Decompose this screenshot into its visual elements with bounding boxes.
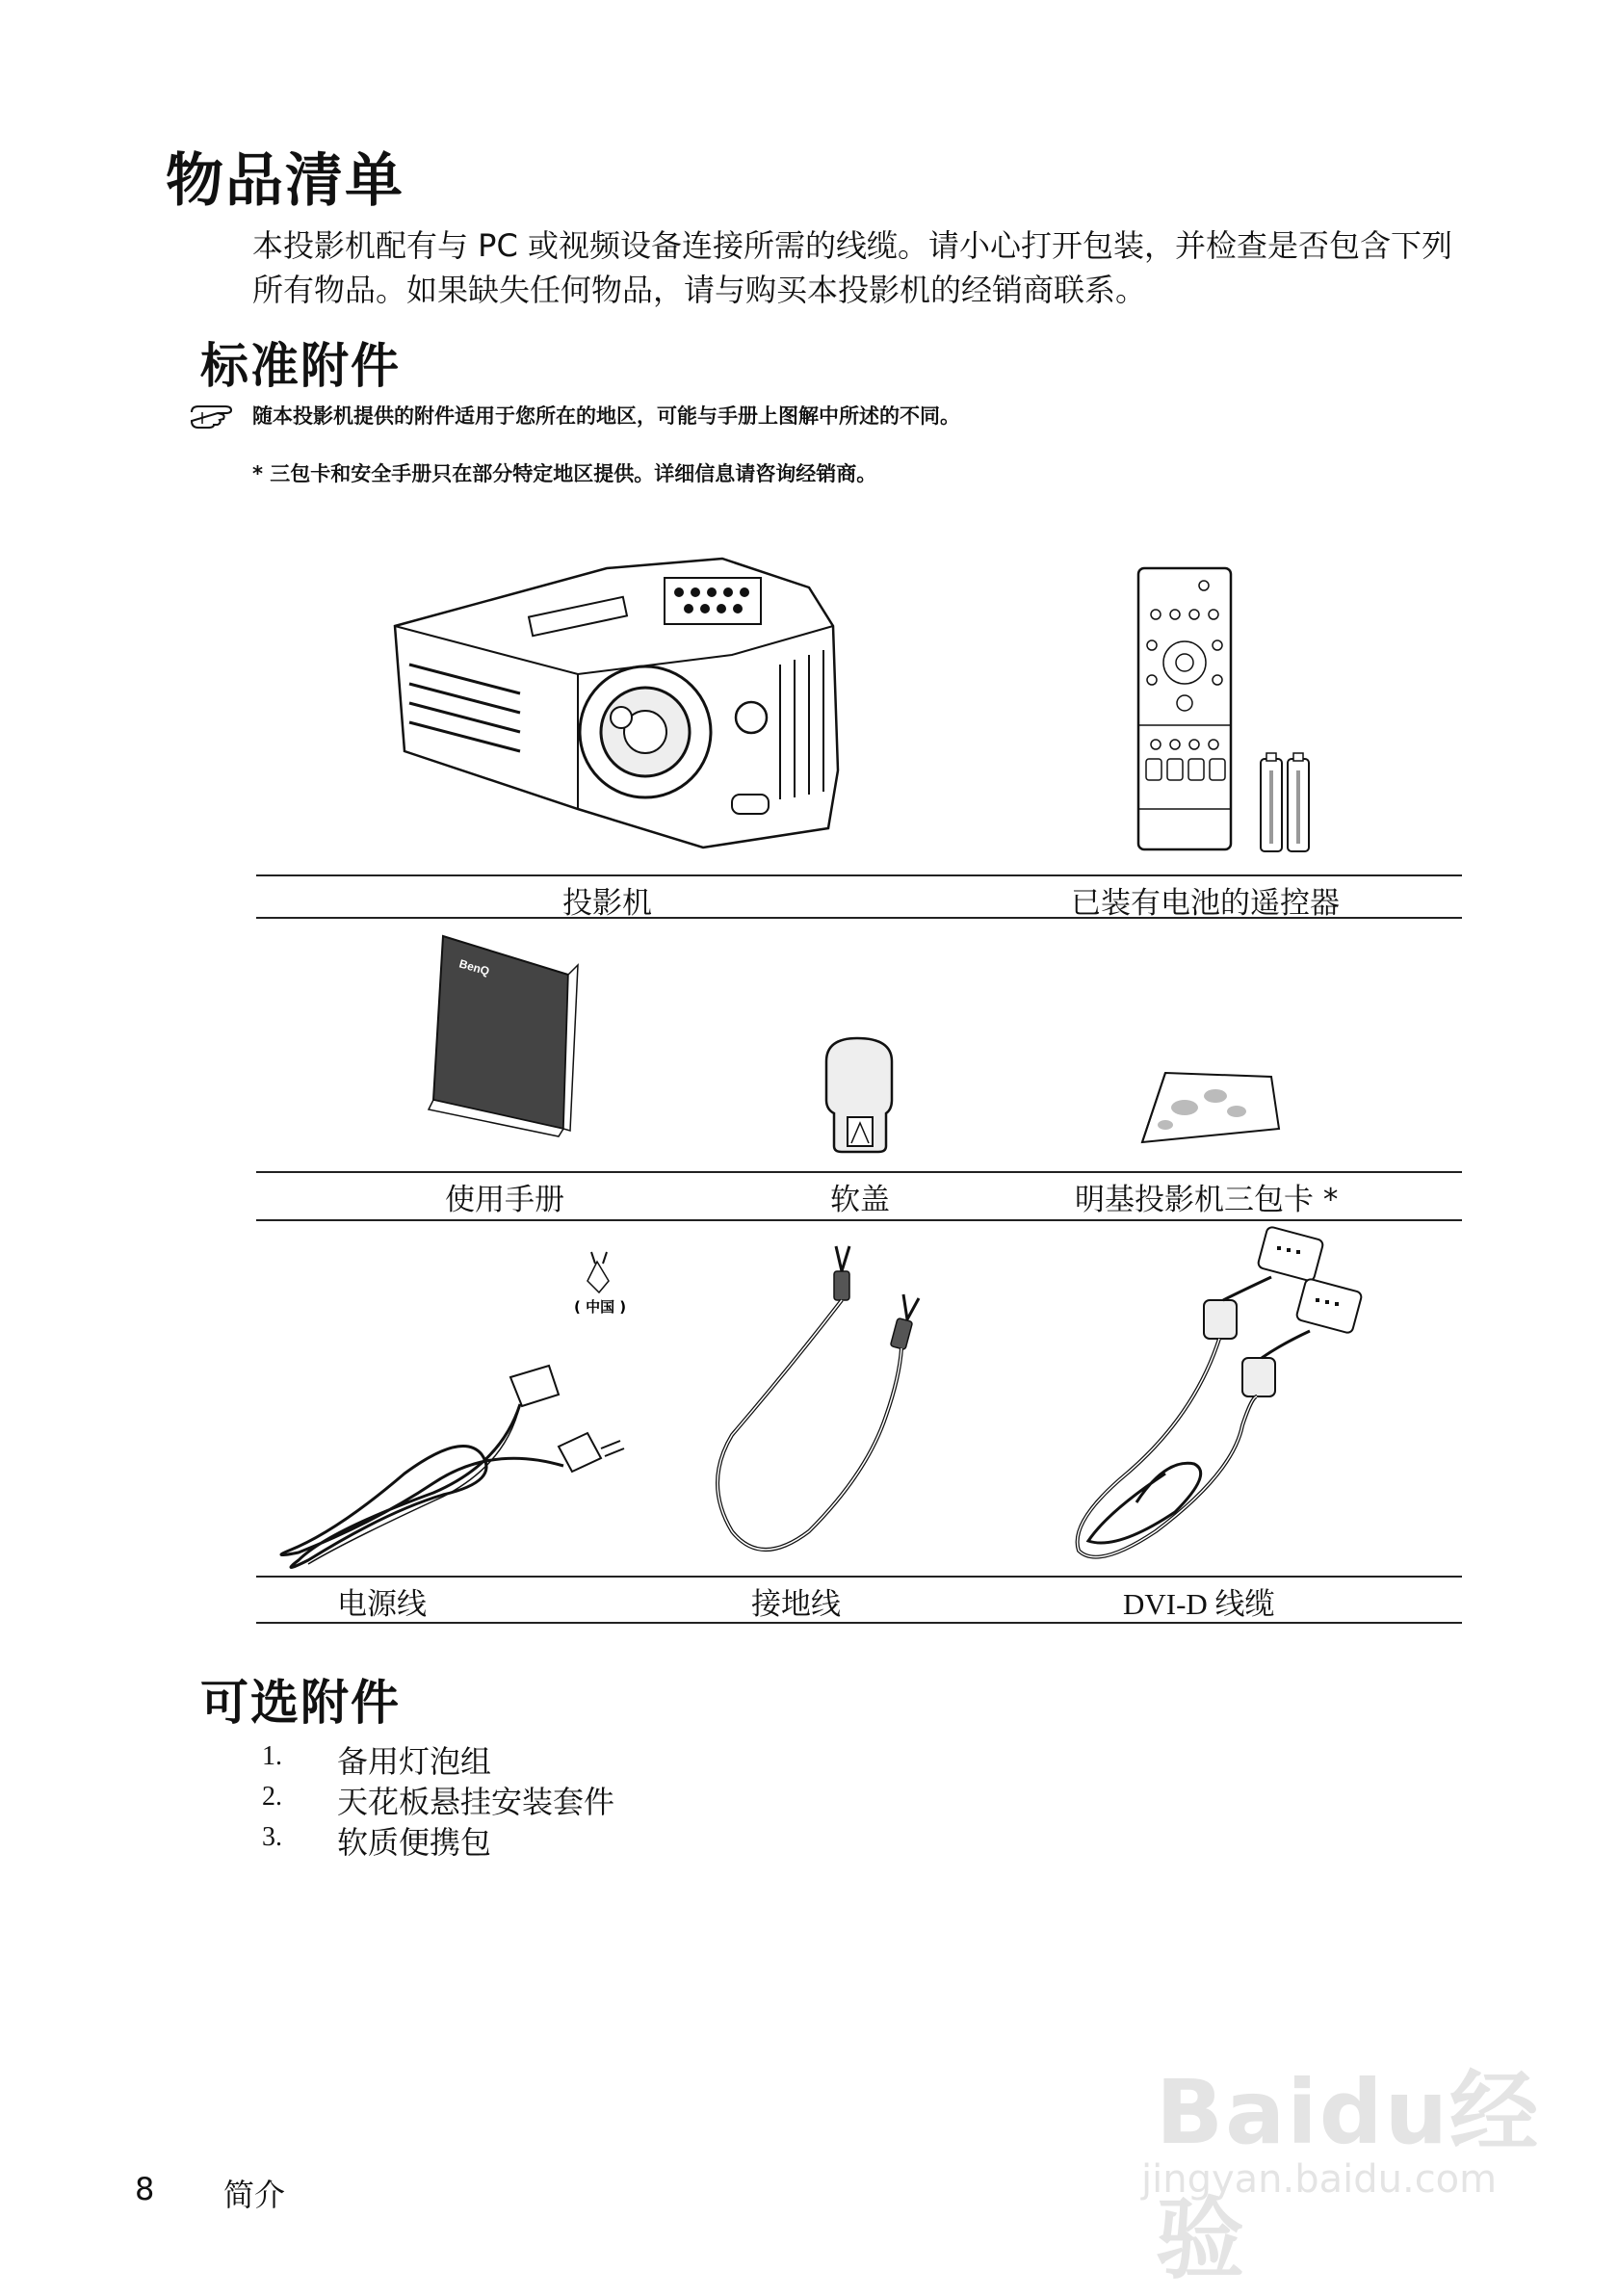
page-number: 8 [135, 2171, 155, 2207]
caption-soft-cover: 软盖 [830, 1183, 890, 1217]
divider [256, 1219, 1462, 1221]
soft-cover-illustration [819, 1032, 901, 1158]
caption-manual: 使用手册 [445, 1183, 564, 1217]
divider [256, 874, 1462, 876]
list-number: 2. [262, 1782, 282, 1812]
warranty-card-illustration [1136, 1069, 1281, 1150]
remote-illustration [1136, 566, 1242, 855]
divider [256, 917, 1462, 919]
caption-power-cord: 电源线 [337, 1587, 427, 1622]
baidu-watermark-url: jingyan.baidu.com [1141, 2157, 1498, 2202]
intro-paragraph: 本投影机配有与 PC 或视频设备连接所需的线缆。请小心打开包装，并检查是否包含下列所有物品。如果缺失任何物品，请与购买本投影机的经销商联系。 [252, 227, 1452, 308]
note-warranty-regions: * 三包卡和安全手册只在部分特定地区提供。详细信息请咨询经销商。 [252, 462, 877, 485]
list-item: 软质便携包 [337, 1824, 492, 1861]
divider [256, 1171, 1462, 1173]
ground-wire-illustration [693, 1242, 934, 1570]
china-plug-tag: ( 中国 ) [574, 1298, 627, 1316]
optional-heading: 可选附件 [200, 1675, 401, 1731]
manual-brand-text: BenQ [457, 956, 491, 978]
caption-ground-wire: 接地线 [751, 1587, 841, 1622]
page-title: 物品清单 [166, 147, 404, 215]
projector-illustration [385, 549, 848, 857]
caption-projector: 投影机 [562, 886, 652, 921]
power-cord-illustration [270, 1242, 655, 1570]
baidu-watermark: Baidu经验 [1156, 2061, 1541, 2291]
caption-dvi-cable: DVI-D 线缆 [1123, 1587, 1275, 1621]
dvi-cable-illustration [1050, 1223, 1358, 1570]
divider [256, 1576, 1462, 1578]
divider [256, 1622, 1462, 1624]
caption-remote: 已装有电池的遥控器 [1071, 886, 1340, 921]
user-manual-illustration [424, 926, 587, 1138]
list-number: 1. [262, 1741, 282, 1771]
batteries-illustration [1257, 751, 1317, 857]
list-item: 备用灯泡组 [337, 1743, 492, 1780]
standard-heading: 标准附件 [200, 338, 401, 394]
list-item: 天花板悬挂安装套件 [337, 1784, 615, 1820]
footer-section: 简介 [223, 2177, 286, 2213]
caption-warranty-card: 明基投影机三包卡 * [1075, 1183, 1339, 1217]
list-number: 3. [262, 1822, 282, 1852]
note-region-accessories: 随本投影机提供的附件适用于您所在的地区，可能与手册上图解中所述的不同。 [252, 404, 960, 428]
pointing-hand-icon [189, 403, 235, 430]
